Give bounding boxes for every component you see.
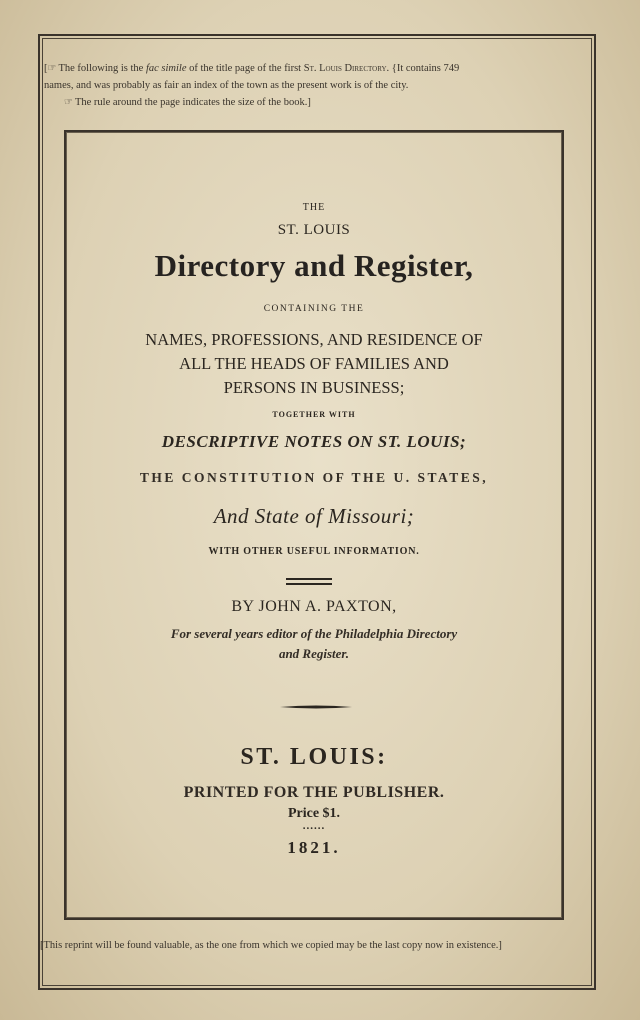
imprint-city: ST. LOUIS: [240, 744, 388, 770]
title-st-louis: ST. LOUIS [277, 222, 351, 238]
ornament-rule-icon [280, 704, 352, 710]
top-note-line-2: names, and was probably as fair an index of the town as the present work is of the city. [44, 80, 409, 91]
top-editorial-note [44, 60, 590, 111]
imprint-year: 1821. [287, 838, 341, 857]
title-missouri: And State of Missouri; [213, 504, 415, 528]
imprint-printed-for: PRINTED FOR THE PUBLISHER. [183, 784, 445, 801]
title-names-line: PERSONS IN BUSINESS; [223, 378, 405, 397]
top-note-line-1: [☞ The following is the fac simile of the title page of the first St. Louis Directory. {It contains 749 [44, 63, 460, 74]
title-constitution: THE CONSTITUTION OF THE U. STATES, [139, 470, 489, 485]
title-containing: CONTAINING THE [263, 304, 365, 314]
double-rule-divider [286, 578, 332, 585]
imprint-price: Price $1. [287, 806, 341, 821]
facsimile-title-page [64, 130, 564, 920]
title-byline: BY JOHN A. PAXTON, [231, 598, 397, 615]
title-descriptive-notes: DESCRIPTIVE NOTES ON ST. LOUIS; [161, 432, 467, 451]
bottom-editorial-note: [This reprint will be found valuable, as the one from which we copied may be the last copy now in existence.] [40, 940, 502, 951]
title-names-line: NAMES, PROFESSIONS, AND RESIDENCE OF [145, 330, 483, 349]
title-the: THE [302, 202, 326, 213]
title-headline: Directory and Register, [154, 248, 474, 283]
pointing-hand-icon: ☞ [64, 97, 73, 108]
title-together-with: TOGETHER WITH [272, 410, 356, 419]
title-names-line: ALL THE HEADS OF FAMILIES AND [179, 354, 449, 373]
title-names-block [66, 328, 562, 400]
title-editor-note [66, 624, 562, 664]
title-with-other: WITH OTHER USEFUL INFORMATION. [208, 546, 420, 557]
editor-line: For several years editor of the Philadelphia Directory [170, 626, 458, 641]
pointing-hand-icon: ☞ [47, 63, 57, 74]
top-note-line-3: ☞ The rule around the page indicates the size of the book.] [64, 97, 311, 108]
editor-line: and Register. [278, 646, 350, 661]
imprint-dots: ...... [302, 820, 326, 832]
